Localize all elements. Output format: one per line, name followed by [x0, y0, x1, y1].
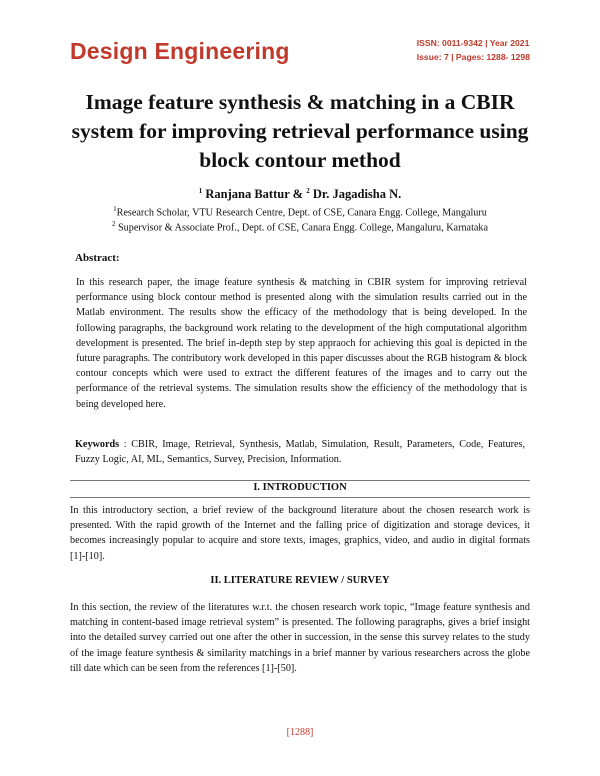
paper-title: Image feature synthesis & matching in a CBIR system for improving retrieval performance using block contour method	[71, 90, 529, 172]
affiliation-text-2: Supervisor & Associate Prof., Dept. of CSE, Canara Engg. College, Mangaluru, Karnataka	[115, 222, 489, 234]
journal-name: Design Engineering	[70, 38, 290, 64]
keywords	[75, 437, 525, 467]
abstract-text: In this research paper, the image feature synthesis & matching in CBIR system for improving retrieval performance using block contour method is presented along with the simulation results carried out in the Matlab environment. The results show the efficacy of the methodology that is being developed. In the following paragraphs, the background work relating to the development of the high computational algorithm development is presented. The brief in-depth step by step appraoch for achieving this goal is depicted in the future paragraphs. The contributory work developed in this paper discusses about the RGB histogram & block contour concepts which were used to extract the different features of the images and to carry out the performance of the retrieval systems. The simulation results show the efficiency of the methodology that is being developed here.	[76, 277, 527, 410]
abstract-heading: Abstract:	[75, 252, 120, 264]
affiliation-sup-1: 1	[113, 205, 117, 213]
issn-year: ISSN: 0011-9342 | Year 2021	[416, 38, 530, 48]
section-heading-literature: II. LITERATURE REVIEW / SURVEY	[210, 575, 390, 586]
issue-info	[417, 36, 530, 64]
author-1: Ranjana Battur &	[202, 187, 307, 202]
authors	[60, 187, 540, 202]
keywords-label: Keywords	[75, 439, 120, 450]
section-heading-introduction: I. INTRODUCTION	[253, 482, 347, 493]
keywords-list: : CBIR, Image, Retrieval, Synthesis, Matlab, Simulation, Result, Parameters, Code, Features, Fuzzy Logic, AI, ML, Semantics, Survey, Precision, Information.	[75, 439, 525, 466]
affiliation-sup-2: 2	[111, 220, 116, 228]
section-rule-top	[70, 480, 530, 481]
page-number: [1288]	[286, 727, 314, 738]
affiliation-text-1: Research Scholar, VTU Research Centre, Dept. of CSE, Canara Engg. College, Mangaluru	[116, 207, 487, 219]
affiliation-2	[60, 220, 540, 233]
issue-pages: Issue: 7 | Pages: 1288- 1298	[416, 52, 530, 62]
literature-text: In this section, the review of the literatures w.r.t. the chosen research work topic, “Image feature synthesis and matching in content-based image retrieval system” is presented. The following paragraphs, gives a brief insight into the detailed survey carried out one after the other in succession, in the sense this survey relates to the study of the image feature synthesis & similarity matchings in a brief manner by various researchers across the globe till date which can be seen from the references [1]-[50].	[70, 602, 530, 674]
introduction-text: In this introductory section, a brief review of the background literature about the chosen research work is presented. With the rapid growth of the Internet and the falling price of digitization and storage devices, it becomes increasingly popular to acquire and store texts, images, graphics, video, and audio in digital formats [1]-[10].	[70, 505, 530, 562]
author-sup-2: 2	[306, 187, 310, 195]
affiliation-1	[60, 205, 540, 218]
author-sup-1: 1	[198, 187, 203, 195]
section-rule-bottom	[70, 497, 530, 498]
author-2: Dr. Jagadisha N.	[309, 187, 402, 202]
